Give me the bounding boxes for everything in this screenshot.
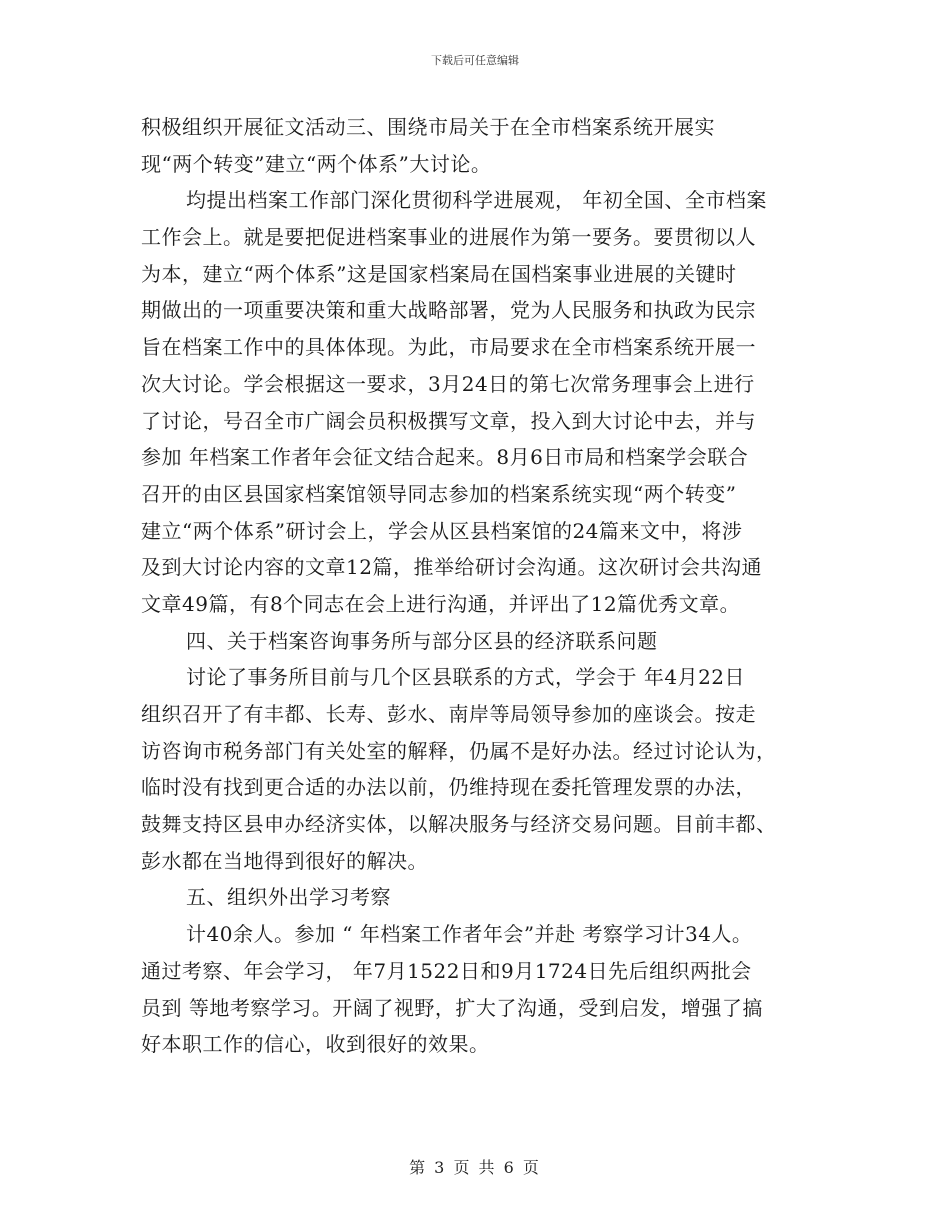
text-line: 及到大讨论内容的文章12篇，推举给研讨会沟通。这次研讨会共沟通	[141, 555, 762, 580]
text-line: 文章49篇，有8个同志在会上进行沟通，并评出了12篇优秀文章。	[141, 591, 741, 616]
text-line: 积极组织开展征文活动三、围绕市局关于在全市档案系统开展实	[141, 115, 715, 139]
page-header: 下载后可任意编辑	[431, 54, 519, 67]
text-line: 访咨询市税务部门有关处室的解释，仍属不是好办法。经过讨论认为，	[141, 738, 777, 763]
text-line: 组织召开了有丰都、长寿、彭水、南岸等局领导参加的座谈会。按走	[141, 702, 756, 726]
page-footer: 第 3 页 共 6 页	[409, 1158, 541, 1177]
text-line: 期做出的一项重要决策和重大战略部署，党为人民服务和执政为民宗	[141, 298, 756, 323]
text-line: 旨在档案工作中的具体体现。为此，市局要求在全市档案系统开展一	[141, 335, 756, 360]
text-line: 计40余人。参加 “ 年档案工作者年会”并赴 考察学习计34人。	[186, 922, 753, 947]
text-line: 鼓舞支持区县申办经济实体，以解决服务与经济交易问题。目前丰都、	[141, 812, 777, 837]
text-line: 均提出档案工作部门深化贯彻科学进展观， 年初全国、全市档案	[186, 188, 767, 213]
text-line: 工作会上。就是要把促进档案事业的进展作为第一要务。要贯彻以人	[141, 225, 756, 250]
text-line: 彭水都在当地得到很好的解决。	[141, 848, 428, 873]
text-line: 为本，建立“两个体系”这是国家档案局在国档案事业进展的关键时	[141, 261, 737, 286]
text-line: 好本职工作的信心，收到很好的效果。	[141, 1032, 490, 1057]
text-line: 次大讨论。学会根据这一要求，3月24日的第七次常务理事会上进行	[141, 371, 755, 396]
text-line: 了讨论，号召全市广阔会员积极撰写文章，投入到大讨论中去，并与	[141, 408, 756, 433]
text-line: 召开的由区县国家档案馆领导同志参加的档案系统实现“两个转变”	[141, 481, 737, 506]
text-line: 讨论了事务所目前与几个区县联系的方式，学会于 年4月22日	[186, 665, 746, 690]
text-line: 现“两个转变”建立“两个体系”大讨论。	[141, 151, 492, 176]
section-heading: 四、关于档案咨询事务所与部分区县的经济联系问题	[186, 628, 658, 653]
section-heading: 五、组织外出学习考察	[186, 885, 391, 910]
text-line: 建立“两个体系”研讨会上，学会从区县档案馆的24篇来文中，将涉	[141, 518, 743, 543]
document-body	[141, 109, 821, 1063]
text-line: 临时没有找到更合适的办法以前，仍维持现在委托管理发票的办法，	[141, 775, 756, 800]
text-line: 员到 等地考察学习。开阔了视野，扩大了沟通，受到启发，增强了搞	[141, 995, 763, 1020]
text-line: 通过考察、年会学习， 年7月1522日和9月1724日先后组织两批会	[141, 958, 752, 983]
text-line: 参加 年档案工作者年会征文结合起来。8月6日市局和档案学会联合	[141, 445, 749, 470]
